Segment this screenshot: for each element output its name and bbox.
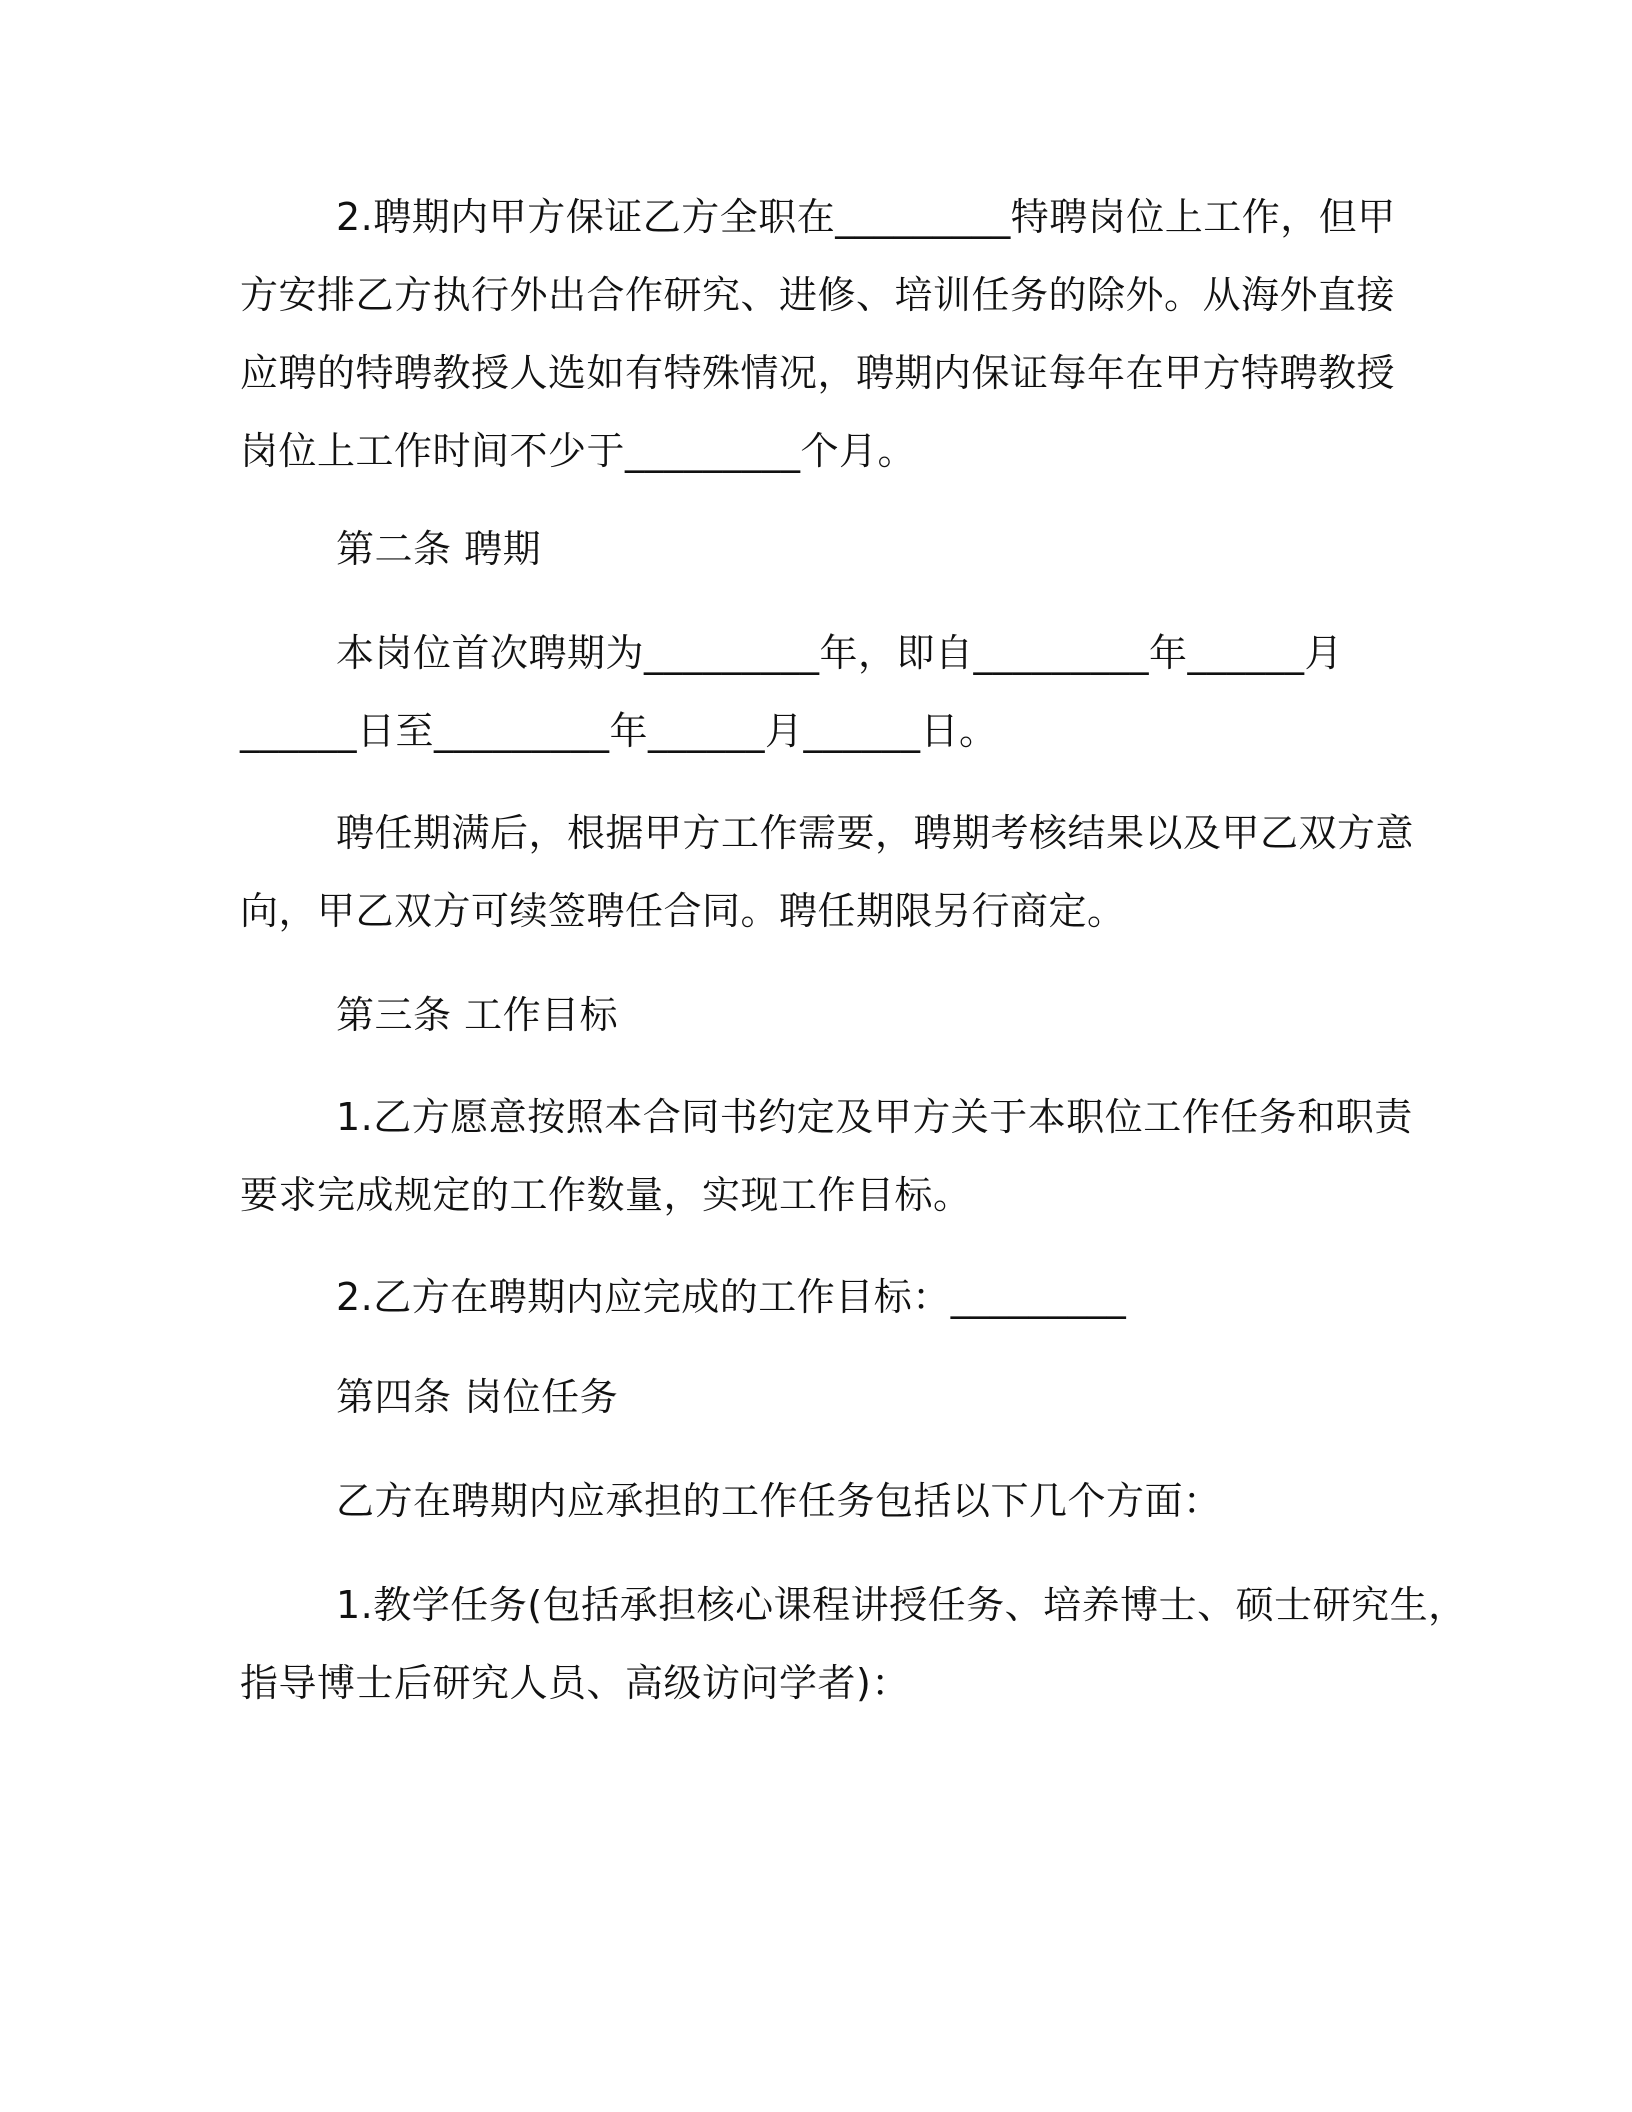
paragraph-work-target-2 [240, 1258, 1410, 1336]
paragraph-appointment-term [240, 614, 1410, 770]
text-line: 2.乙方在聘期内应完成的工作目标：_________ [336, 1275, 1127, 1319]
text-line: 乙方在聘期内应承担的工作任务包括以下几个方面： [336, 1479, 1222, 1523]
text-line: 方安排乙方执行外出合作研究、进修、培训任务的除外。从海外直接 [240, 273, 1396, 317]
text-line: 指导博士后研究人员、高级访问学者)： [240, 1661, 910, 1705]
text-line: 1.乙方愿意按照本合同书约定及甲方关于本职位工作任务和职责 [336, 1095, 1413, 1139]
heading-text: 第三条 工作目标 [336, 993, 619, 1037]
article-2-heading [240, 510, 1410, 588]
text-line: ______日至_________年______月______日。 [240, 709, 998, 753]
paragraph-full-time-requirement [240, 178, 1410, 490]
text-line: 向，甲乙双方可续签聘任合同。聘任期限另行商定。 [240, 889, 1126, 933]
article-3-heading [240, 976, 1410, 1054]
article-4-heading [240, 1358, 1410, 1436]
paragraph-work-target-1 [240, 1078, 1413, 1234]
text-line: 聘任期满后，根据甲方工作需要，聘期考核结果以及甲乙双方意 [336, 811, 1415, 855]
paragraph-tasks-intro [240, 1462, 1410, 1540]
text-line: 岗位上工作时间不少于_________个月。 [240, 429, 917, 473]
text-line: 应聘的特聘教授人选如有特殊情况，聘期内保证每年在甲方特聘教授 [240, 351, 1396, 395]
text-line: 1.教学任务(包括承担核心课程讲授任务、培养博士、硕士研究生， [336, 1583, 1467, 1627]
heading-text: 第二条 聘期 [336, 527, 542, 571]
text-line: 要求完成规定的工作数量，实现工作目标。 [240, 1173, 972, 1217]
paragraph-teaching-task [240, 1566, 1467, 1722]
heading-text: 第四条 岗位任务 [336, 1375, 619, 1419]
text-line: 2.聘期内甲方保证乙方全职在_________特聘岗位上工作，但甲 [336, 195, 1396, 239]
paragraph-renewal [240, 794, 1415, 950]
text-line: 本岗位首次聘期为_________年，即自_________年______月 [336, 631, 1344, 675]
